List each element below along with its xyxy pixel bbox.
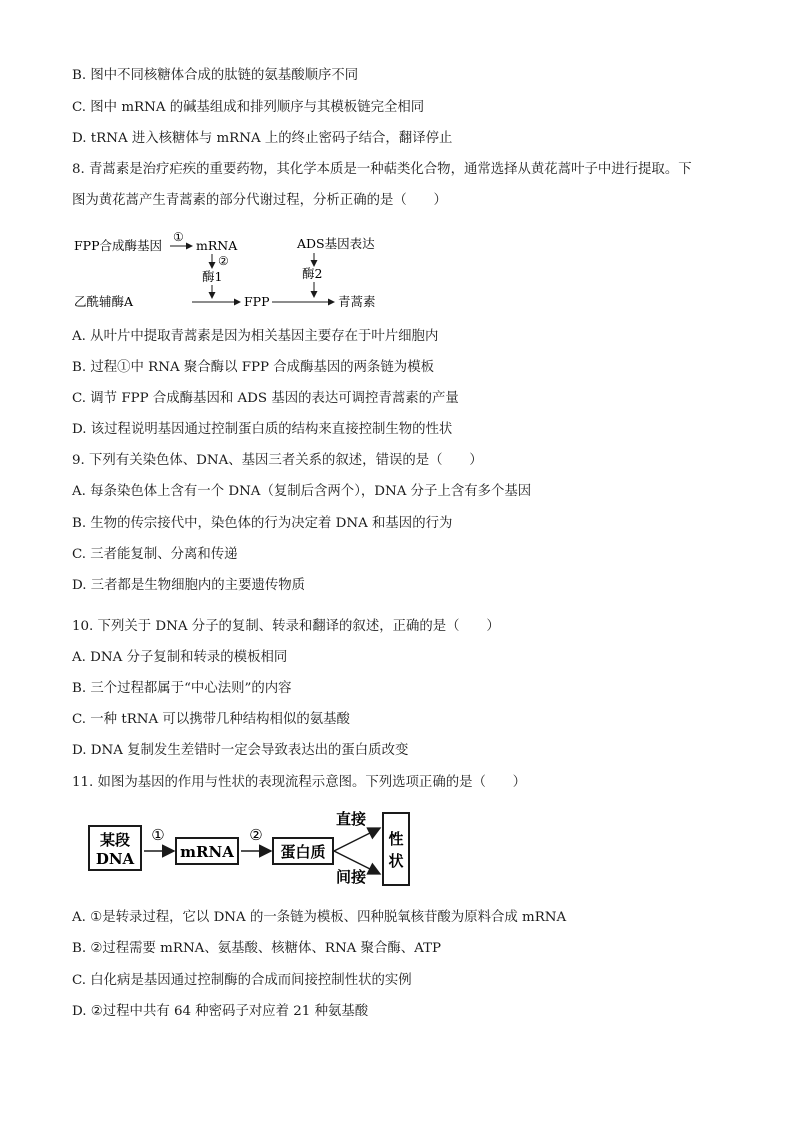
q10-option-d: D. DNA 复制发生差错时一定会导致表达出的蛋白质改变 bbox=[72, 743, 409, 758]
ads-expression-label: ADS基因表达 bbox=[297, 236, 375, 251]
q9-option-a: A. 每条染色体上含有一个 DNA（复制后含两个），DNA 分子上含有多个基因 bbox=[72, 484, 532, 499]
step-2-marker: ② bbox=[249, 826, 263, 844]
direct-label: 直接 bbox=[336, 810, 367, 828]
mrna-label: mRNA bbox=[196, 238, 238, 253]
step-1-marker: ① bbox=[151, 826, 165, 844]
q8-option-c: C. 调节 FPP 合成酶基因和 ADS 基因的表达可调控青蒿素的产量 bbox=[72, 391, 459, 406]
q11-option-d: D. ②过程中共有 64 种密码子对应着 21 种氨基酸 bbox=[72, 1004, 369, 1019]
dna-box-line-1: 某段 bbox=[99, 831, 131, 849]
trait-box-char-2: 状 bbox=[388, 852, 404, 870]
trait-box bbox=[383, 813, 409, 885]
enzyme-2-label: 酶2 bbox=[302, 266, 323, 281]
q7-option-c: C. 图中 mRNA 的碱基组成和排列顺序与其模板链完全相同 bbox=[72, 100, 425, 115]
step-1-marker: ① bbox=[173, 230, 184, 244]
fpp-label: FPP bbox=[244, 294, 270, 309]
q8-option-b: B. 过程①中 RNA 聚合酶以 FPP 合成酶基因的两条链为模板 bbox=[72, 360, 434, 375]
dna-box-line-2: DNA bbox=[95, 850, 135, 868]
q10-option-a: A. DNA 分子复制和转录的模板相同 bbox=[72, 650, 288, 665]
q9-option-b: B. 生物的传宗接代中，染色体的行为决定着 DNA 和基因的行为 bbox=[72, 516, 453, 531]
q7-option-d: D. tRNA 进入核糖体与 mRNA 上的终止密码子结合，翻译停止 bbox=[72, 131, 453, 146]
enzyme-1-label: 酶1 bbox=[202, 269, 223, 284]
q7-option-b: B. 图中不同核糖体合成的肽链的氨基酸顺序不同 bbox=[72, 68, 359, 83]
q11-stem: 11. 如图为基因的作用与性状的表现流程示意图。下列选项正确的是（ ） bbox=[72, 775, 527, 790]
protein-box-label: 蛋白质 bbox=[280, 843, 326, 861]
q9-stem: 9. 下列有关染色体、DNA、基因三者关系的叙述，错误的是（ ） bbox=[72, 453, 483, 468]
q8-option-d: D. 该过程说明基因通过控制蛋白质的结构来直接控制生物的性状 bbox=[72, 422, 453, 437]
indirect-label: 间接 bbox=[336, 868, 367, 886]
q8-option-a: A. 从叶片中提取青蒿素是因为相关基因主要存在于叶片细胞内 bbox=[72, 329, 439, 344]
q11-option-a: A. ①是转录过程，它以 DNA 的一条链为模板、四种脱氧核苷酸为原料合成 mRNA bbox=[72, 910, 567, 925]
q10-option-b: B. 三个过程都属于“中心法则”的内容 bbox=[72, 681, 292, 696]
gene-to-trait-flow-diagram bbox=[86, 810, 416, 890]
q10-stem: 10. 下列关于 DNA 分子的复制、转录和翻译的叙述，正确的是（ ） bbox=[72, 619, 500, 634]
arrow-direct bbox=[334, 828, 380, 851]
q9-option-d: D. 三者都是生物细胞内的主要遗传物质 bbox=[72, 578, 306, 593]
q9-option-c: C. 三者能复制、分离和传递 bbox=[72, 547, 238, 562]
q8-stem-line-1: 8. 青蒿素是治疗疟疾的重要药物，其化学本质是一种萜类化合物，通常选择从黄花蒿叶子中进行提取。下 bbox=[72, 162, 692, 177]
artemisinin-pathway-diagram bbox=[72, 228, 402, 314]
artemisinin-label: 青蒿素 bbox=[338, 294, 376, 309]
acetyl-coa-label: 乙酰辅酶A bbox=[74, 294, 134, 309]
q11-option-c: C. 白化病是基因通过控制酶的合成而间接控制性状的实例 bbox=[72, 973, 412, 988]
q11-option-b: B. ②过程需要 mRNA、氨基酸、核糖体、RNA 聚合酶、ATP bbox=[72, 941, 442, 956]
q8-stem-line-2: 图为黄花蒿产生青蒿素的部分代谢过程，分析正确的是（ ） bbox=[72, 193, 447, 208]
q10-option-c: C. 一种 tRNA 可以携带几种结构相似的氨基酸 bbox=[72, 712, 350, 727]
mrna-box-label: mRNA bbox=[180, 843, 234, 861]
step-2-marker: ② bbox=[218, 254, 229, 268]
fpp-gene-label: FPP合成酶基因 bbox=[74, 238, 162, 253]
trait-box-char-1: 性 bbox=[388, 830, 404, 848]
